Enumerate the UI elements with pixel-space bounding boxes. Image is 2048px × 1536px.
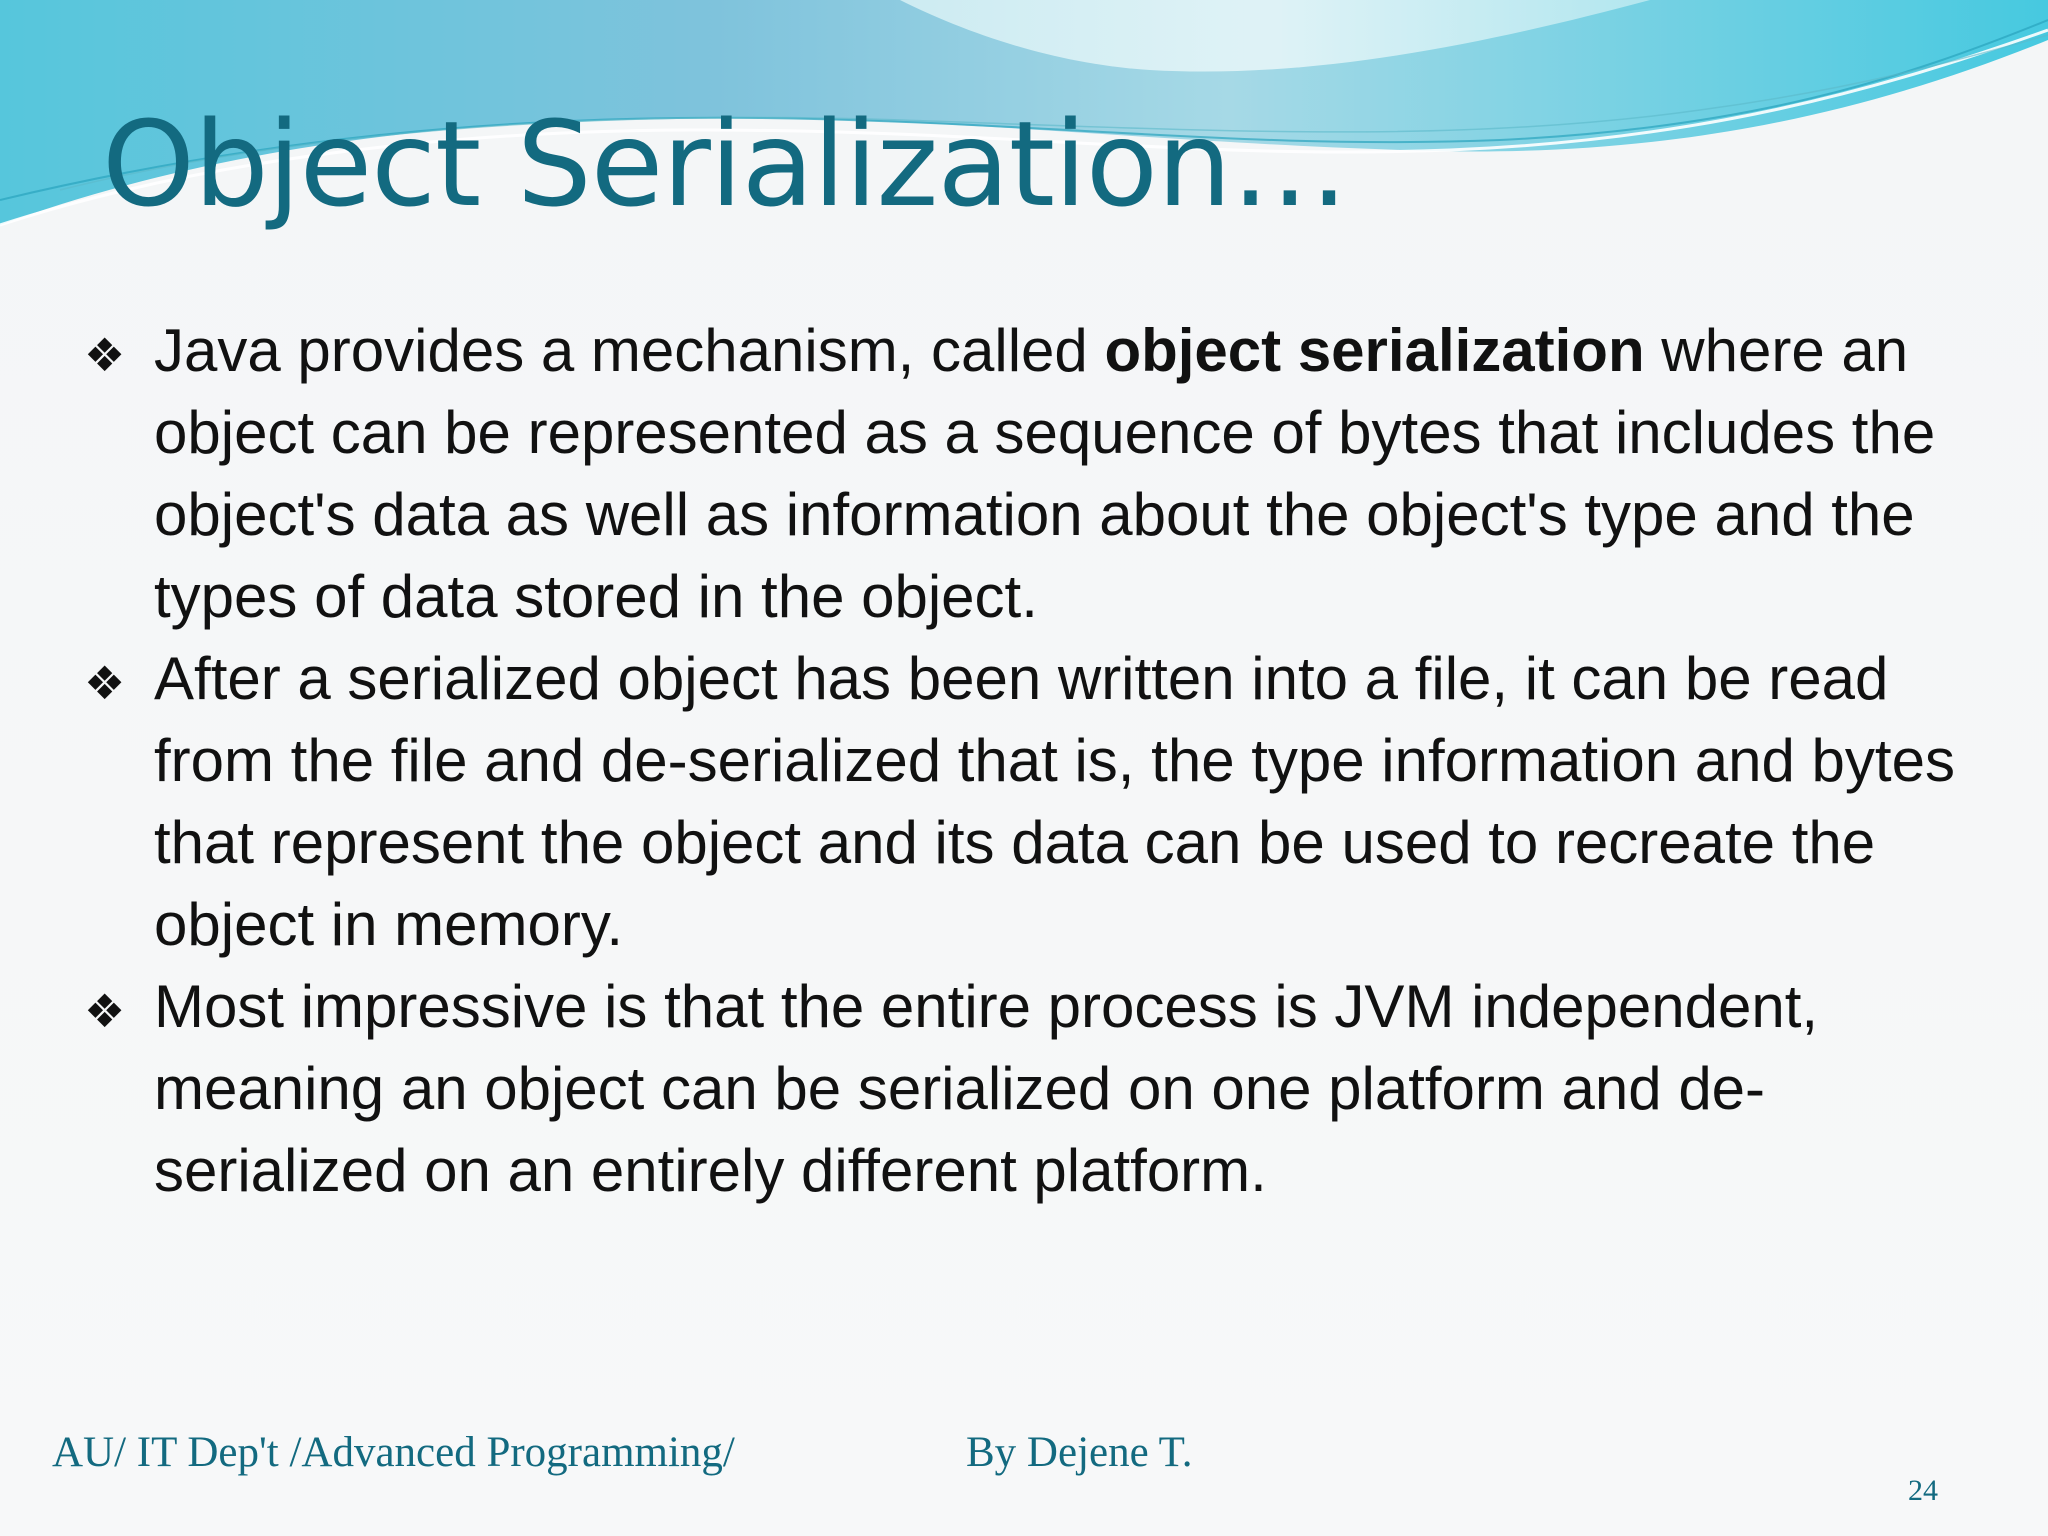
diamond-bullet-icon: ❖ (84, 656, 126, 710)
bullet-bold-term: object serialization (1104, 317, 1645, 384)
slide-title: Object Serialization… (102, 95, 1348, 233)
footer-author: By Dejene T. (966, 1429, 1193, 1476)
bullet-item (78, 966, 1988, 1212)
page-number: 24 (1908, 1474, 1938, 1507)
bullet-list (78, 310, 1988, 1212)
bullet-text: Most impressive is that the entire process is JVM independent, meaning an object can be serialized on one platform and de-serialized on an entirely different platform. (154, 973, 1819, 1204)
bullet-item (78, 310, 1988, 638)
bullet-text: Java provides a mechanism, called (154, 317, 1105, 384)
diamond-bullet-icon: ❖ (84, 328, 126, 382)
bullet-item (78, 638, 1988, 966)
bullet-text: After a serialized object has been written into a file, it can be read from the file and de-serialized that is, the type information and bytes that represent the object and its data can be used to recreate the object in memory. (154, 645, 1955, 958)
footer-course: AU/ IT Dep't /Advanced Programming/ (52, 1429, 735, 1476)
diamond-bullet-icon: ❖ (84, 984, 126, 1038)
bullet-text-continued: where an object can be represented as a sequence of bytes that includes the object's data as well as information about the object's type and the types of data stored in the object. (154, 317, 1936, 630)
